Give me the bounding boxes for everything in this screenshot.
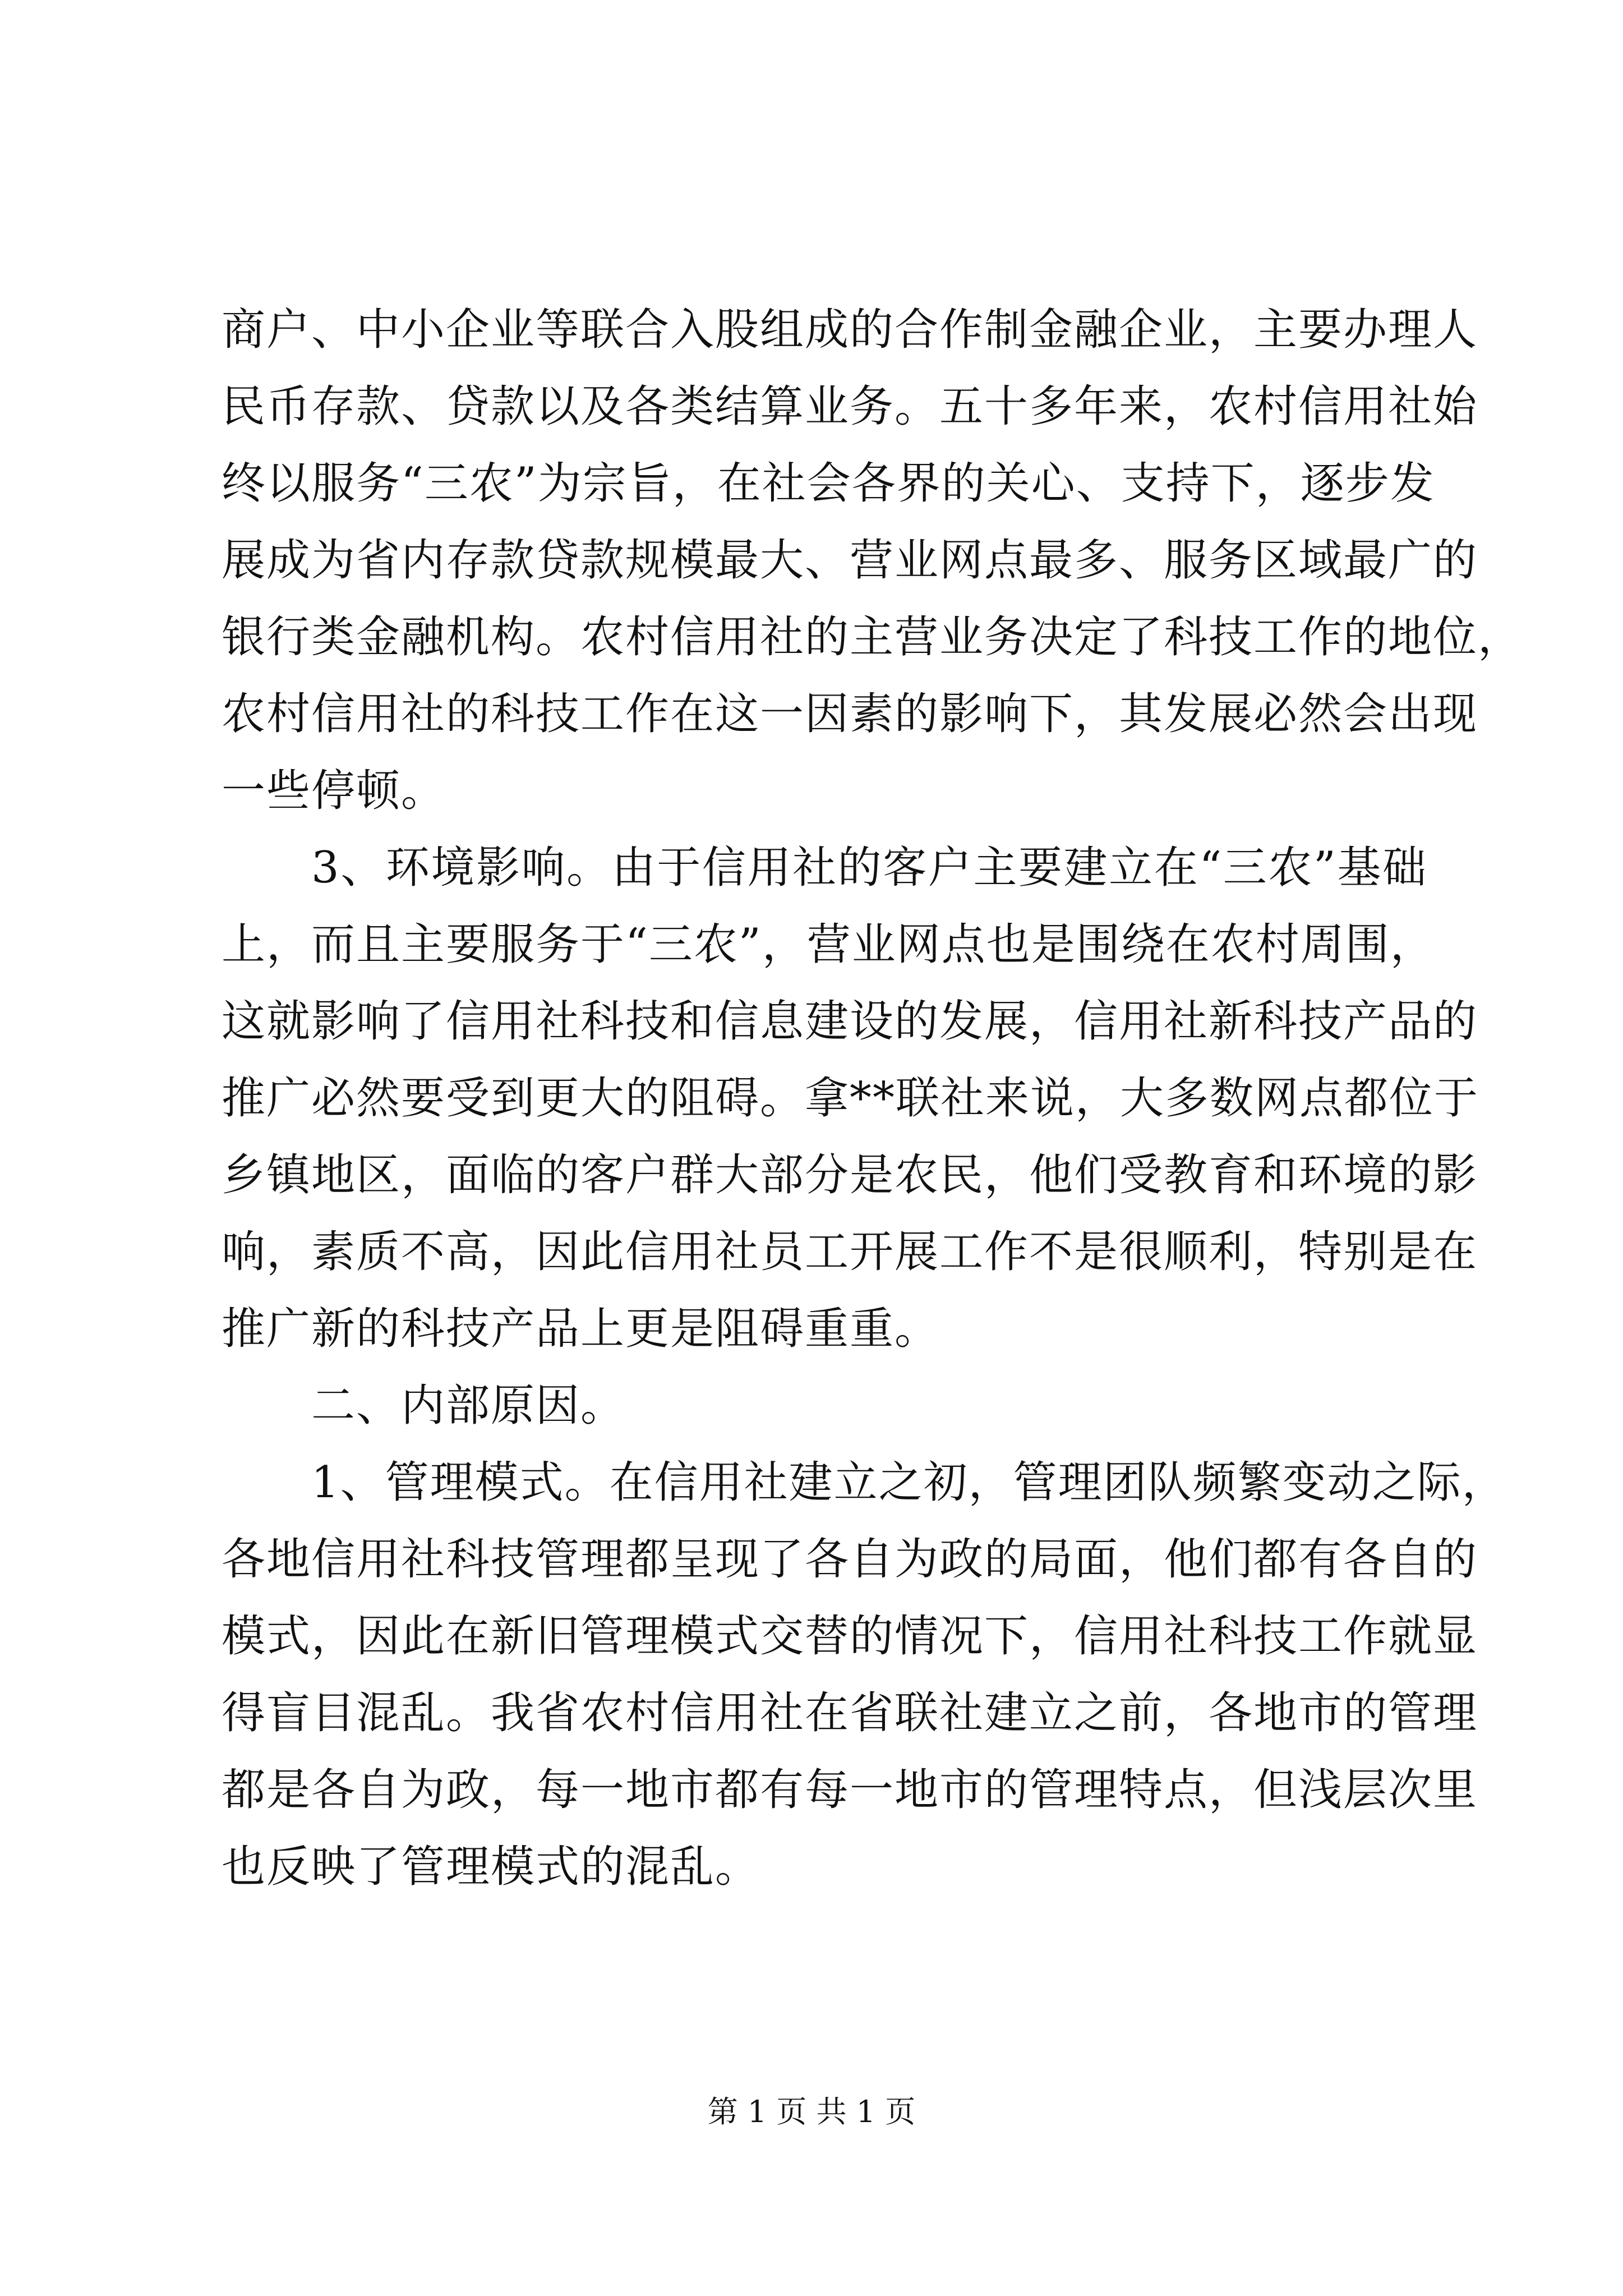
text-line: 模式，因此在新旧管理模式交替的情况下，信用社科技工作就显 [222,1611,1478,1662]
paragraph-first-line: 1、管理模式。在信用社建立之初，管理团队频繁变动之际， [311,1457,1507,1508]
text-line: 这就影响了信用社科技和信息建设的发展，信用社新科技产品的 [222,996,1478,1047]
text-line: 也反映了管理模式的混乱。 [222,1842,760,1892]
text-line: 终以服务“三农”为宗旨，在社会各界的关心、支持下，逐步发 [222,458,1435,509]
text-line: 银行类金融机构。农村信用社的主营业务决定了科技工作的地位， [222,612,1523,662]
text-line: 响，素质不高，因此信用社员工开展工作不是很顺利，特别是在 [222,1227,1478,1277]
text-line: 推广必然要受到更大的阻碍。拿**联社来说，大多数网点都位于 [222,1073,1479,1124]
text-line: 得盲目混乱。我省农村信用社在省联社建立之前，各地市的管理 [222,1688,1478,1738]
text-line: 展成为省内存款贷款规模最大、营业网点最多、服务区域最广的 [222,535,1478,586]
text-line: 上，而且主要服务于“三农”，营业网点也是围绕在农村周围， [222,919,1435,970]
text-line: 民币存款、贷款以及各类结算业务。五十多年来，农村信用社始 [222,381,1478,432]
text-line: 各地信用社科技管理都呈现了各自为政的局面，他们都有各自的 [222,1534,1478,1585]
text-line: 都是各自为政，每一地市都有每一地市的管理特点，但浅层次里 [222,1765,1478,1815]
page-number-footer: 第 1 页 共 1 页 [707,2094,916,2129]
section-heading: 二、内部原因。 [311,1381,626,1431]
paragraph-first-line: 3、环境影响。由于信用社的客户主要建立在“三农”基础 [311,843,1427,893]
text-line: 商户、中小企业等联合入股组成的合作制金融企业，主要办理人 [222,305,1478,355]
text-line: 推广新的科技产品上更是阻碍重重。 [222,1304,940,1354]
text-line: 一些停顿。 [222,766,446,816]
text-line: 农村信用社的科技工作在这一因素的影响下，其发展必然会出现 [222,689,1478,739]
document-body [222,292,1523,1906]
text-line: 乡镇地区，面临的客户群大部分是农民，他们受教育和环境的影 [222,1150,1478,1200]
